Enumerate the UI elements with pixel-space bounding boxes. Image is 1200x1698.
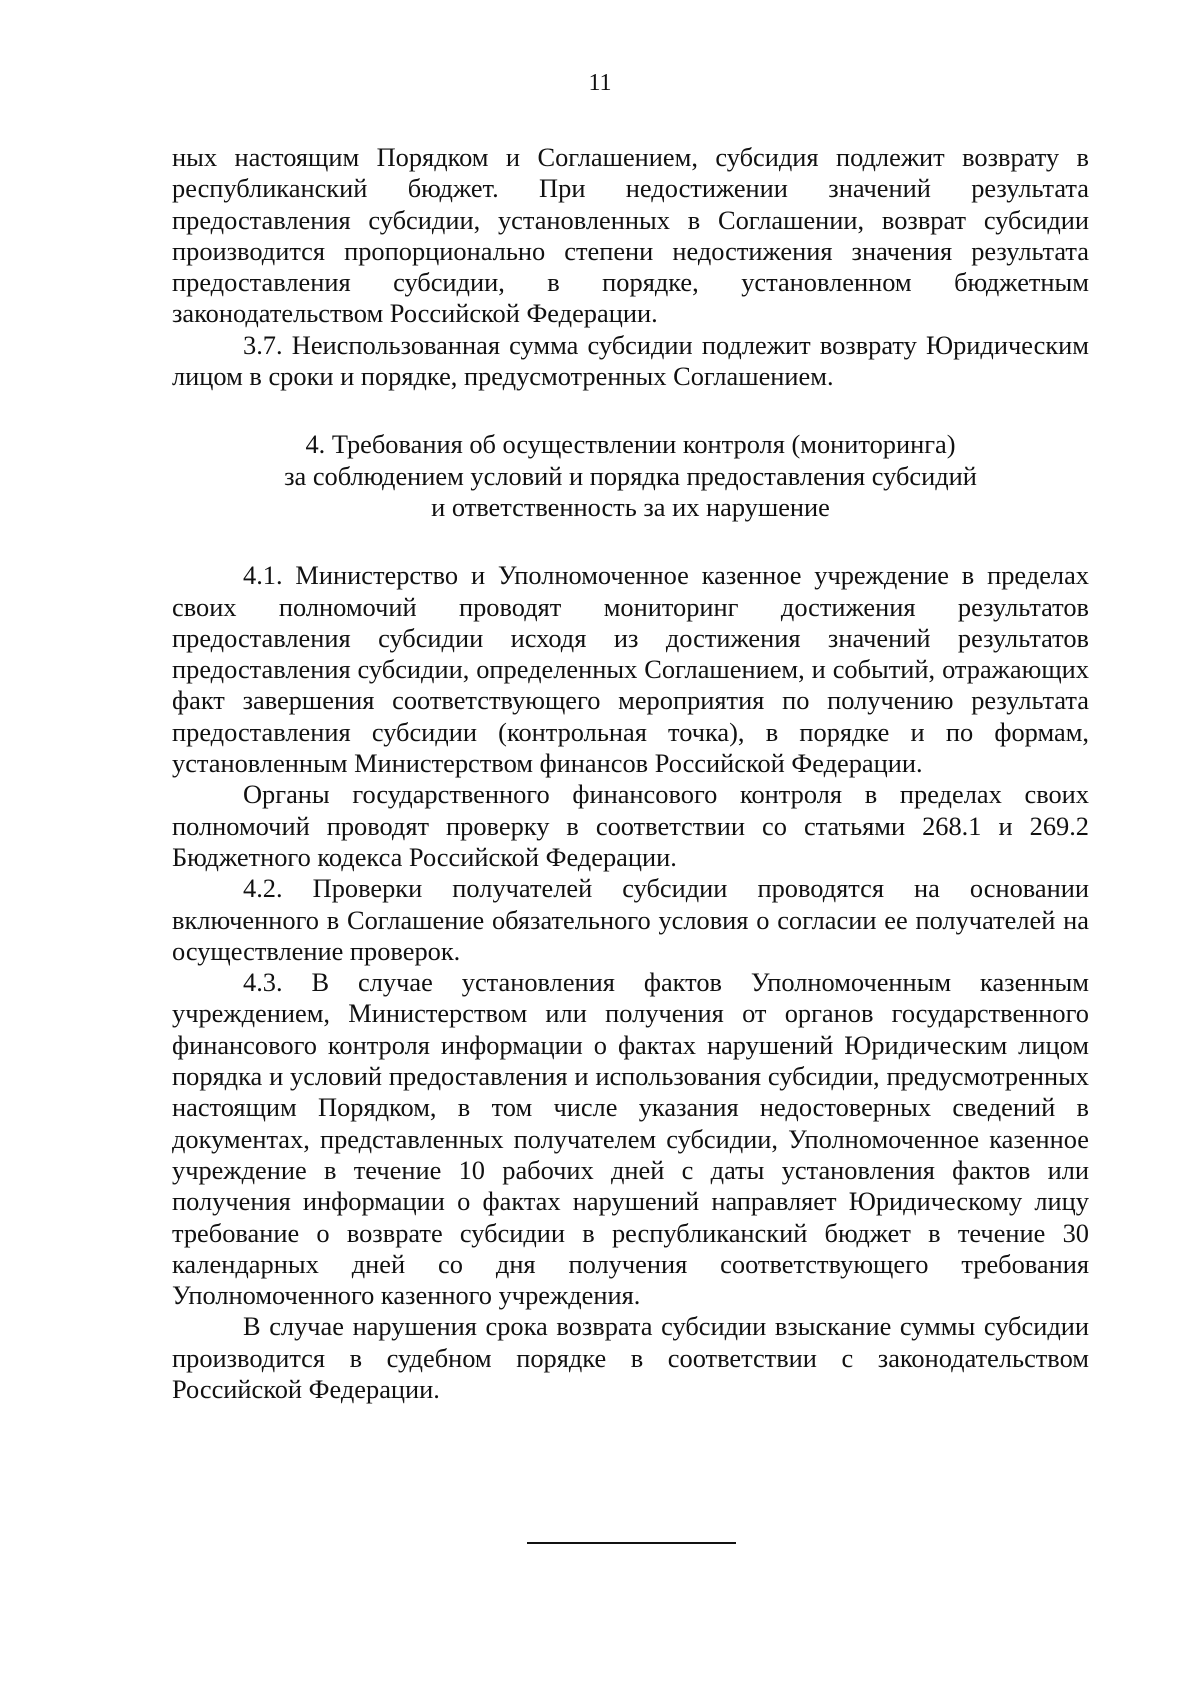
paragraph-4-1: 4.1. Министерство и Уполномоченное казенное учреждение в пределах своих полномочий проводят мониторинг достижения результатов предоставления субсидии исходя из достижения значений результатов предоставления субсидии, определенных Соглашением, и событий, отражающих факт завершения соответствующего мероприятия по получению результата предоставления субсидии (контрольная точка), в порядке и по формам, установленным Министерством финансов Российской Федерации.: [172, 560, 1089, 779]
section-heading-line: и ответственность за их нарушение: [431, 491, 830, 522]
paragraph-4-2: 4.2. Проверки получателей субсидии проводятся на основании включенного в Соглашение обязательного условия о согласии ее получателей на осуществление проверок.: [172, 873, 1089, 966]
paragraph-4-3: 4.3. В случае установления фактов Уполномоченным казенным учреждением, Министерством или получения от органов государственного финансового контроля информации о фактах нарушений Юридическим лицом порядка и условий предоставления и использования субсидии, предусмотренных настоящим Порядком, в том числе указания недостоверных сведений в документах, представленных получателем субсидии, Уполномоченное казенное учреждение в течение 10 рабочих дней с даты установления фактов или получения информации о фактах нарушений направляет Юридическому лицу требование о возврате субсидии в республиканский бюджет в течение 30 календарных дней со дня получения соответствующего требования Уполномоченного казенного учреждения.: [172, 967, 1089, 1311]
paragraph-4-3-recovery: В случае нарушения срока возврата субсидии взыскание суммы субсидии производится в судебном порядке в соответствии с законодательством Российской Федерации.: [172, 1311, 1089, 1404]
paragraph-3-7: 3.7. Неиспользованная сумма субсидии подлежит возврату Юридическим лицом в сроки и порядке, предусмотренных Соглашением.: [172, 329, 1089, 392]
paragraph-continuation: ных настоящим Порядком и Соглашением, субсидия подлежит возврату в республиканский бюджет. При недостижении значений результата предоставления субсидии, установленных в Соглашении, возврат субсидии производится пропорционально степени недостижения значения результата предоставления субсидии, в порядке, установленном бюджетным законодательством Российской Федерации.: [172, 142, 1089, 329]
section-heading-line: 4. Требования об осуществлении контроля (мониторинга): [305, 429, 956, 460]
section-heading-line: за соблюдением условий и порядка предоставления субсидий: [284, 460, 977, 491]
top-paragraphs: [172, 142, 1089, 392]
page-number: 11: [588, 70, 612, 96]
paragraph-4-1-control: Органы государственного финансового контроля в пределах своих полномочий проводят проверку в соответствии со статьями 268.1 и 269.2 Бюджетного кодекса Российской Федерации.: [172, 779, 1089, 872]
end-of-document-rule: [527, 1542, 736, 1544]
document-body: [172, 142, 1089, 1405]
bottom-paragraphs: [172, 560, 1089, 1405]
section-heading: [172, 429, 1089, 523]
